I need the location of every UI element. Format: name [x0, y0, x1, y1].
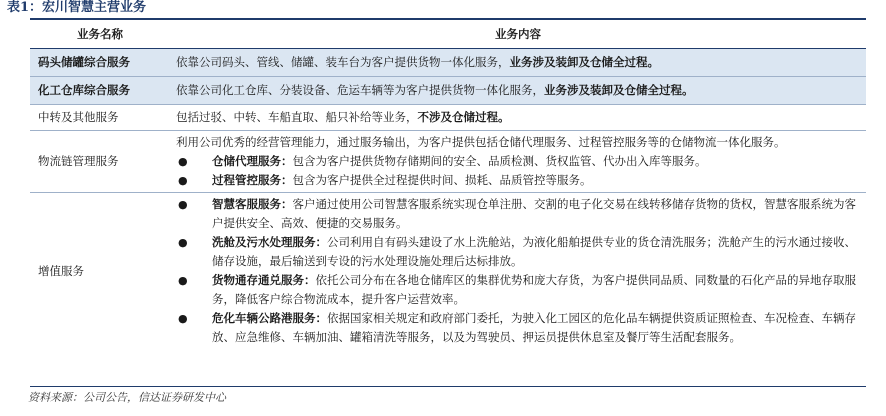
bullet-icon: ●: [178, 174, 188, 187]
row-name: 中转及其他服务: [30, 105, 170, 131]
row-content: [170, 131, 866, 193]
item-title: 洗舱及污水处理服务：: [212, 235, 327, 249]
table-row: [30, 131, 866, 193]
bullet-list: [176, 195, 860, 347]
item-text: 包含为客户提供货物存储期间的安全、品质检测、货权监管、代办出入库等服务。: [292, 154, 707, 168]
item-title: 仓储代理服务：: [212, 154, 293, 168]
source-note: 资料来源：公司公告，信达证券研发中心: [28, 391, 226, 404]
item-title: 货物通存通兑服务：: [212, 273, 316, 287]
row-name: 物流链管理服务: [30, 131, 170, 193]
item-text: 依据国家相关规定和政府部门委托，为驶入化工园区的危化品车辆提供资质证照检查、车况检查、车辆存放、应急维修、车辆加油、罐箱清洗等服务，以及为驾驶员、押运员提供休息室及餐厅等生活配套服务。: [212, 311, 856, 344]
table-caption: 表1：宏川智慧主营业务: [7, 0, 147, 15]
row-emphasis: 不涉及仓储过程。: [417, 110, 510, 124]
bullet-icon: ●: [178, 198, 188, 211]
table-row: [30, 105, 866, 131]
bullet-icon: ●: [178, 155, 188, 168]
row-emphasis: 业务涉及装卸及仓储全过程。: [509, 55, 659, 69]
bottom-rule: [30, 386, 866, 387]
table-row: [30, 77, 866, 105]
list-item: [176, 195, 860, 233]
row-content: [170, 193, 866, 350]
item-text: 客户通过使用公司智慧客服系统实现仓单注册、交割的电子化交易在线转移储存货物的货权，智慧客服系统为客户提供安全、高效、便捷的交易服务。: [212, 197, 856, 230]
business-table: [30, 20, 866, 349]
item-title: 危化车辆公路港服务：: [212, 311, 327, 325]
row-content: [170, 49, 866, 77]
row-text: 依靠公司码头、管线、储罐、装车台为客户提供货物一体化服务，: [176, 55, 510, 69]
list-item: [176, 152, 860, 171]
row-name: 增值服务: [30, 193, 170, 350]
bullet-icon: ●: [178, 274, 188, 287]
bullet-list: [176, 152, 860, 190]
item-title: 过程管控服务：: [212, 173, 293, 187]
list-item: [176, 233, 860, 271]
row-content: [170, 77, 866, 105]
item-text: 依托公司分布在各地仓储库区的集群优势和庞大存货，为客户提供同品质、同数量的石化产品的异地存取服务，降低客户综合物流成本，提升客户运营效率。: [212, 273, 856, 306]
row-text: 依靠公司化工仓库、分装设备、危运车辆等为客户提供货物一体化服务，: [176, 83, 544, 97]
item-text: 包含为客户提供全过程提供时间、损耗、品质管控等服务。: [292, 173, 592, 187]
table-row: [30, 49, 866, 77]
list-item: [176, 309, 860, 347]
row-text: 包括过驳、中转、车船直取、船只补给等业务，: [176, 110, 418, 124]
row-name: 化工仓库综合服务: [30, 77, 170, 105]
item-text: 公司利用自有码头建设了水上洗舱站，为液化船舶提供专业的货仓清洗服务；洗舱产生的污水通过接收、储存设施，最后输送到专设的污水处理设施处理后达标排放。: [212, 235, 856, 268]
row-content: [170, 105, 866, 131]
row-emphasis: 业务涉及装卸及仓储全过程。: [544, 83, 694, 97]
bullet-icon: ●: [178, 312, 188, 325]
row-name: 码头储罐综合服务: [30, 49, 170, 77]
header-business-name: 业务名称: [30, 20, 170, 49]
item-title: 智慧客服服务：: [212, 197, 293, 211]
list-item: [176, 271, 860, 309]
bullet-icon: ●: [178, 236, 188, 249]
table-header-row: [30, 20, 866, 49]
table-row: [30, 193, 866, 350]
row-intro: 利用公司优秀的经营管理能力，通过服务输出，为客户提供包括仓储代理服务、过程管控服务等的仓储物流一体化服务。: [176, 135, 786, 149]
header-business-content: 业务内容: [170, 20, 866, 49]
list-item: [176, 171, 860, 190]
